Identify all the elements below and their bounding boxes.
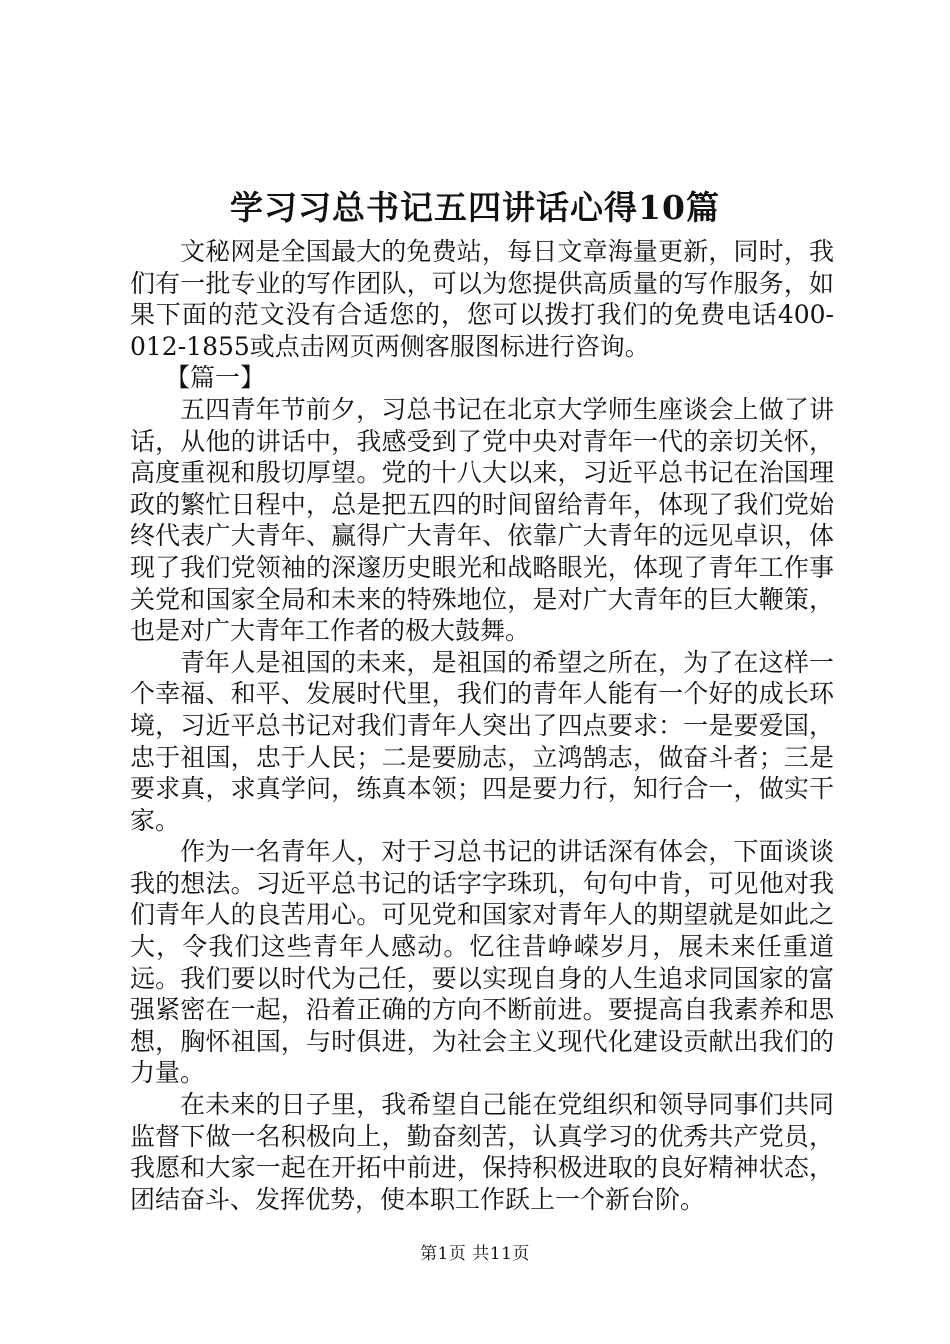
body-paragraph: 五四青年节前夕，习总书记在北京大学师生座谈会上做了讲话，从他的讲话中，我感受到了党中央对青年一代的亲切关怀，高度重视和殷切厚望。党的十八大以来，习近平总书记在治国理政的繁忙日程中，总是把五四的时间留给青年，体现了我们党始终代表广大青年、赢得广大青年、依靠广大青年的远见卓识，体现了我们党领袖的深邃历史眼光和战略眼光，体现了青年工作事关党和国家全局和未来的特殊地位，是对广大青年的巨大鞭策，也是对广大青年工作者的极大鼓舞。	[130, 394, 834, 646]
body-paragraph: 青年人是祖国的未来，是祖国的希望之所在，为了在这样一个幸福、和平、发展时代里，我们的青年人能有一个好的成长环境，习近平总书记对我们青年人突出了四点要求：一是要爱国，忠于祖国，忠于人民；二是要励志，立鸿鹄志，做奋斗者；三是要求真，求真学问，练真本领；四是要力行，知行合一，做实干家。	[130, 647, 834, 835]
page-title: 学习习总书记五四讲话心得10篇	[230, 188, 720, 227]
section-label: 【篇一】	[165, 363, 266, 393]
document-body	[130, 236, 834, 1215]
intro-paragraph: 文秘网是全国最大的免费站，每日文章海量更新，同时，我们有一批专业的写作团队，可以为您提供高质量的写作服务，如果下面的范文没有合适您的，您可以拨打我们的免费电话400-012-1855或点击网页两侧客服图标进行咨询。	[130, 237, 834, 361]
page-footer: 第1页 共11页	[420, 1244, 530, 1264]
body-paragraph: 作为一名青年人，对于习总书记的讲话深有体会，下面谈谈我的想法。习近平总书记的话字字珠玑，句句中肯，可见他对我们青年人的良苦用心。可见党和国家对青年人的期望就是如此之大，令我们这些青年人感动。忆往昔峥嵘岁月，展未来任重道远。我们要以时代为己任，要以实现自身的人生追求同国家的富强紧密在一起，沿着正确的方向不断前进。要提高自我素养和思想，胸怀祖国，与时俱进，为社会主义现代化建设贡献出我们的力量。	[130, 837, 834, 1088]
body-paragraph: 在未来的日子里，我希望自己能在党组织和领导同事们共同监督下做一名积极向上，勤奋刻苦，认真学习的优秀共产党员，我愿和大家一起在开拓中前进，保持积极进取的良好精神状态，团结奋斗、发挥优势，使本职工作跃上一个新台阶。	[130, 1090, 834, 1214]
